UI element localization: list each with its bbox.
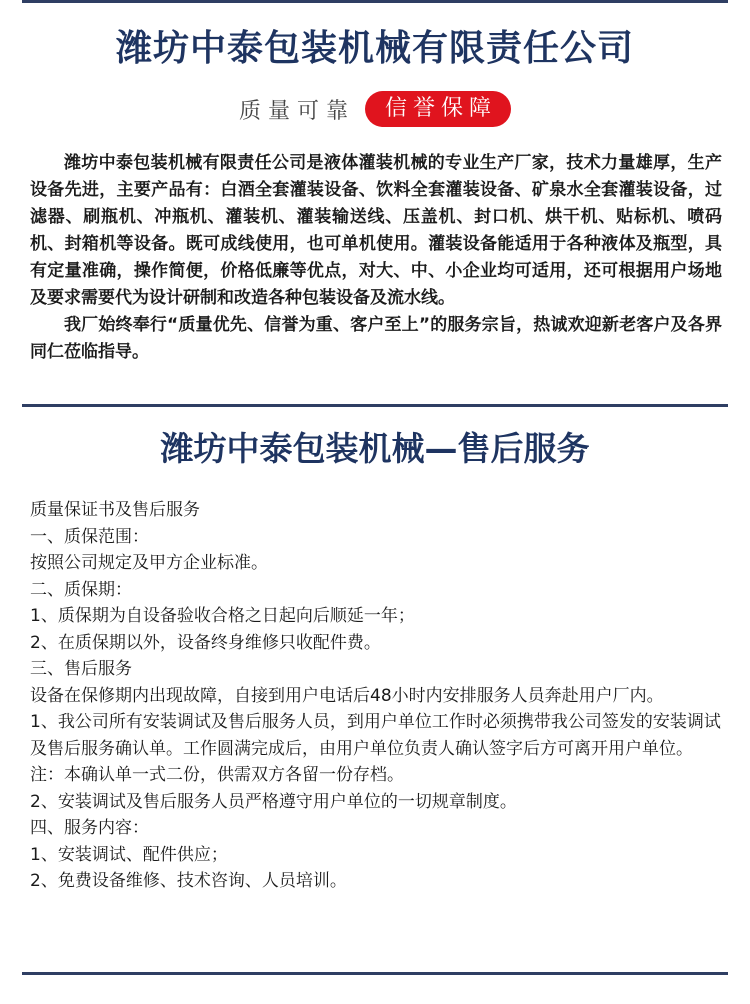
service-line: 注：本确认单一式二份，供需双方各留一份存档。 bbox=[30, 765, 404, 785]
middle-divider bbox=[22, 404, 728, 407]
service-line: 2、免费设备维修、技术咨询、人员培训。 bbox=[30, 871, 347, 891]
slogan-quality: 质量可靠 bbox=[238, 98, 355, 124]
after-sales-body bbox=[30, 497, 732, 895]
service-line: 二、质保期： bbox=[30, 579, 132, 600]
service-line: 一、质保范围： bbox=[30, 526, 149, 547]
service-line: 设备在保修期内出现故障，自接到用户电话后48小时内安排服务人员奔赴用户厂内。 bbox=[30, 685, 664, 706]
service-line: 质量保证书及售后服务 bbox=[30, 500, 200, 520]
service-line: 四、服务内容： bbox=[30, 818, 149, 838]
company-intro bbox=[30, 150, 722, 366]
bottom-divider bbox=[22, 972, 728, 975]
company-title: 潍坊中泰包装机械有限责任公司 bbox=[115, 28, 634, 69]
service-line: 三、售后服务 bbox=[30, 659, 132, 679]
service-line: 2、在质保期以外，设备终身维修只收配件费。 bbox=[30, 632, 381, 653]
after-sales-title: 潍坊中泰包装机械—售后服务 bbox=[160, 429, 590, 468]
slogan-badge: 信誉保障 bbox=[365, 91, 511, 127]
intro-paragraph: 潍坊中泰包装机械有限责任公司是液体灌装机械的专业生产厂家，技术力量雄厚，生产设备先进，主要产品有：白酒全套灌装设备、饮料全套灌装设备、矿泉水全套灌装设备，过滤器、刷瓶机、冲瓶机、灌装机、灌装输送线、压盖机、封口机、烘干机、贴标机、喷码机、封箱机等设备。既可成线使用，也可单机使用。灌装设备能适用于各种液体及瓶型，具有定量准确，操作简便，价格低廉等优点，对大、中、小企业均可适用，还可根据用户场地及要求需要代为设计研制和改造各种包装设备及流水线。 bbox=[30, 153, 722, 308]
service-line: 1、我公司所有安装调试及售后服务人员，到用户单位工作时必须携带我公司签发的安装调试及售后服务确认单。工作圆满完成后，由用户单位负责人确认签字后方可离开用户单位。 bbox=[30, 712, 721, 759]
service-line: 1、安装调试、配件供应； bbox=[30, 844, 228, 865]
intro-paragraph: 我厂始终奉行“质量优先、信誉为重、客户至上”的服务宗旨，热诚欢迎新老客户及各界同仁莅临指导。 bbox=[30, 315, 722, 362]
top-divider bbox=[22, 0, 728, 3]
slogan-row bbox=[0, 90, 750, 128]
service-line: 2、安装调试及售后服务人员严格遵守用户单位的一切规章制度。 bbox=[30, 791, 517, 812]
service-line: 按照公司规定及甲方企业标准。 bbox=[30, 553, 268, 573]
service-line: 1、质保期为自设备验收合格之日起向后顺延一年； bbox=[30, 606, 415, 626]
